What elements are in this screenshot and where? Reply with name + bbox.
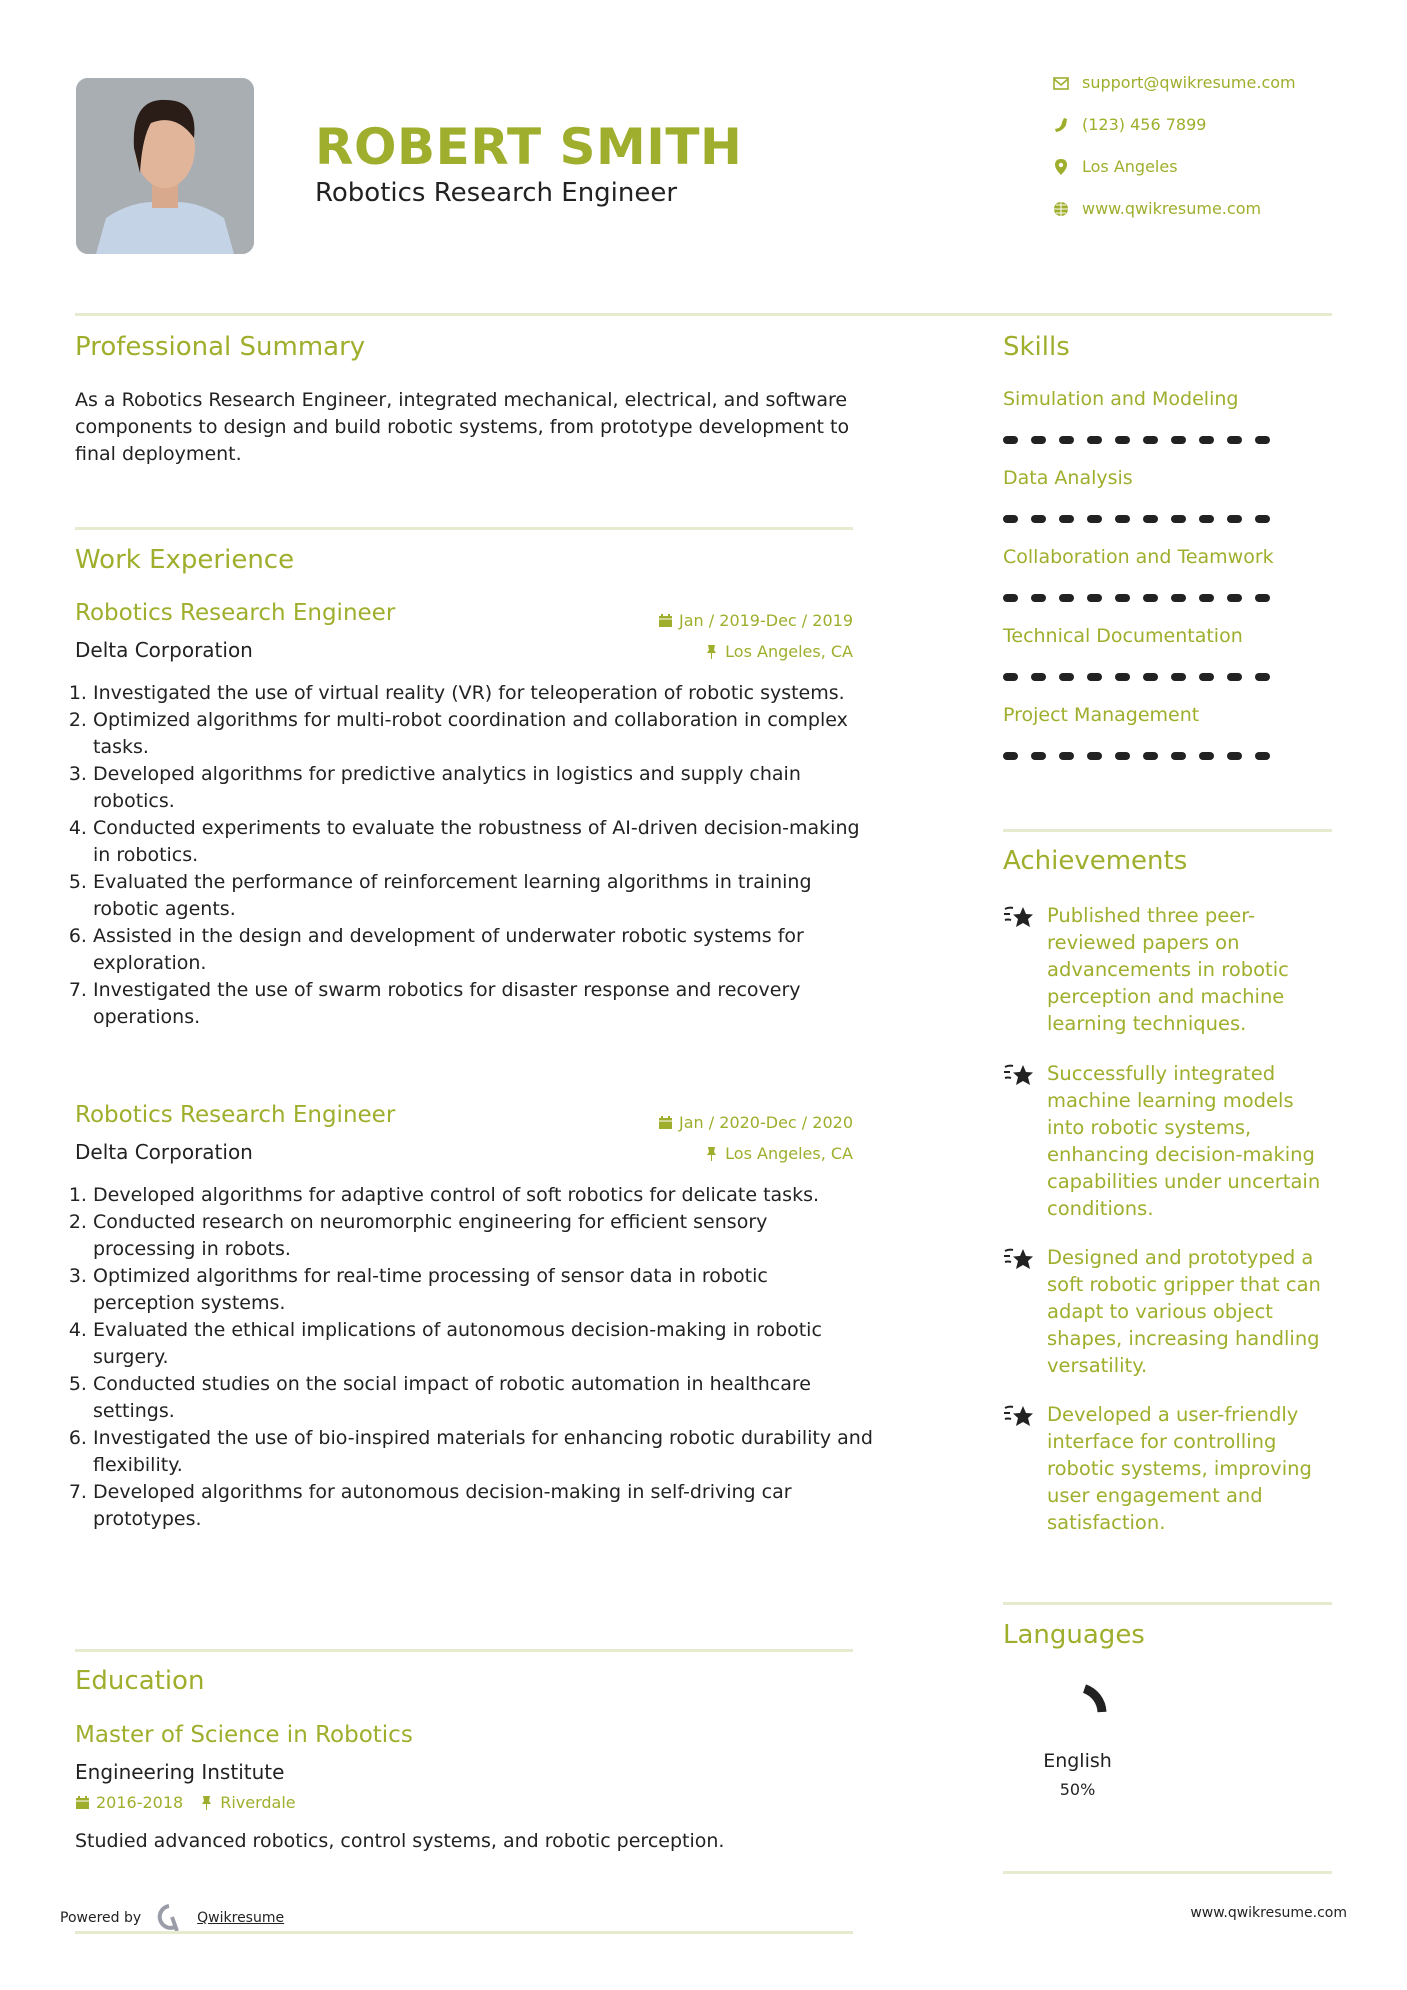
skill-level-dot: [1227, 673, 1242, 681]
shooting-star-icon: [1003, 904, 1035, 930]
responsibility-item: 7. Investigated the use of swarm robotics for disaster response and recovery operations.: [93, 977, 873, 1031]
responsibility-item: 4. Evaluated the ethical implications of autonomous decision-making in robotic surgery.: [93, 1317, 873, 1371]
skill-level-dot: [1227, 515, 1242, 523]
shooting-star-icon: [1003, 1403, 1035, 1429]
contact-email[interactable]: [1052, 73, 1296, 92]
calendar-icon: [658, 613, 673, 628]
candidate-title: Robotics Research Engineer: [315, 178, 678, 208]
skill-level-dot: [1031, 436, 1046, 444]
language-progress-ring: [1040, 1680, 1120, 1760]
skill-label: Project Management: [1003, 704, 1200, 726]
skill-level-dot: [1059, 436, 1074, 444]
calendar-icon: [75, 1795, 90, 1810]
achievement-text: Designed and prototyped a soft robotic gripper that can adapt to various object shapes, increasing handling versatility.: [1047, 1246, 1321, 1377]
education-meta: [75, 1793, 296, 1812]
responsibility-item: 3. Optimized algorithms for real-time processing of sensor data in robotic perception systems.: [93, 1263, 873, 1317]
job-date: [658, 611, 853, 630]
skill-level-dot: [1171, 515, 1186, 523]
responsibility-item: 1. Developed algorithms for adaptive control of soft robotics for delicate tasks.: [93, 1182, 873, 1209]
contact-phone-text: (123) 456 7899: [1082, 115, 1207, 134]
skill-level-dot: [1031, 594, 1046, 602]
skill-level-dot: [1227, 594, 1242, 602]
achievement-text: Developed a user-friendly interface for controlling robotic systems, improving user engagement and satisfaction.: [1047, 1403, 1312, 1534]
shooting-star-icon: [1003, 1062, 1035, 1088]
skill-level-dot: [1115, 436, 1130, 444]
skill-level-dot: [1255, 436, 1270, 444]
pushpin-icon: [704, 1146, 719, 1161]
responsibility-item: 5. Conducted studies on the social impact of robotic automation in healthcare settings.: [93, 1371, 873, 1425]
skill-level-dot: [1199, 594, 1214, 602]
phone-icon: [1052, 116, 1070, 134]
responsibility-item: 1. Investigated the use of virtual reality (VR) for teleoperation of robotic systems.: [93, 680, 873, 707]
skill-level-dot: [1143, 436, 1158, 444]
skill-level-dot: [1059, 673, 1074, 681]
skill-level-dot: [1255, 673, 1270, 681]
skill-level-dot: [1143, 594, 1158, 602]
skill-level-dot: [1199, 673, 1214, 681]
responsibility-item: 4. Conducted experiments to evaluate the robustness of AI-driven decision-making in robotics.: [93, 815, 873, 869]
education-degree: Master of Science in Robotics: [75, 1722, 413, 1748]
skill-level-dot: [1171, 594, 1186, 602]
skill-level-dot: [1199, 436, 1214, 444]
skill-level-dot: [1171, 752, 1186, 760]
skill-level-dot: [1227, 436, 1242, 444]
achievement-item: [1003, 1244, 1333, 1379]
work-heading: Work Experience: [75, 545, 295, 575]
qwikresume-logo-icon: [155, 1903, 183, 1933]
achievement-item: [1003, 1401, 1333, 1536]
achievements-divider: [1003, 1602, 1332, 1605]
responsibility-item: 3. Developed algorithms for predictive analytics in logistics and supply chain robotics.: [93, 761, 873, 815]
summary-divider: [75, 527, 853, 530]
job-date-text: Jan / 2020-Dec / 2020: [679, 1113, 853, 1132]
job-title: Robotics Research Engineer: [75, 1102, 396, 1128]
candidate-name: ROBERT SMITH: [315, 118, 743, 176]
languages-divider: [1003, 1871, 1332, 1874]
skill-level: [1003, 752, 1270, 760]
language-percent: 50%: [1059, 1780, 1096, 1799]
skill-level-dot: [1143, 752, 1158, 760]
footer-powered-by: [60, 1903, 284, 1933]
job-title: Robotics Research Engineer: [75, 600, 396, 626]
pushpin-icon: [704, 644, 719, 659]
contact-phone[interactable]: [1052, 115, 1206, 134]
responsibility-item: 6. Assisted in the design and development of underwater robotic systems for exploration.: [93, 923, 873, 977]
pushpin-icon: [199, 1795, 214, 1810]
skill-label: Collaboration and Teamwork: [1003, 546, 1274, 568]
skill-level-dot: [1255, 594, 1270, 602]
education-location: Riverdale: [220, 1793, 296, 1812]
achievements-heading: Achievements: [1003, 846, 1188, 876]
responsibility-item: 2. Conducted research on neuromorphic engineering for efficient sensory processing in robots.: [93, 1209, 873, 1263]
qwikresume-link[interactable]: Qwikresume: [197, 1910, 285, 1926]
skill-level-dot: [1255, 752, 1270, 760]
globe-icon: [1052, 200, 1070, 218]
education-heading: Education: [75, 1666, 205, 1696]
skill-level: [1003, 436, 1270, 444]
contact-website[interactable]: [1052, 199, 1261, 218]
skill-level-dot: [1115, 515, 1130, 523]
skill-level-dot: [1087, 673, 1102, 681]
skill-level-dot: [1171, 436, 1186, 444]
skill-label: Data Analysis: [1003, 467, 1133, 489]
skill-level-dot: [1199, 515, 1214, 523]
skills-heading: Skills: [1003, 332, 1070, 362]
skill-level-dot: [1087, 594, 1102, 602]
summary-heading: Professional Summary: [75, 332, 366, 362]
job-location: [704, 1144, 853, 1163]
contact-website-text: www.qwikresume.com: [1082, 199, 1262, 218]
shooting-star-icon: [1003, 1246, 1035, 1272]
skill-level-dot: [1087, 515, 1102, 523]
skill-label: Simulation and Modeling: [1003, 388, 1239, 410]
education-years: 2016-2018: [96, 1793, 184, 1812]
job-company: Delta Corporation: [75, 1140, 253, 1164]
education-description: Studied advanced robotics, control systems, and robotic perception.: [75, 1830, 725, 1852]
languages-heading: Languages: [1003, 1620, 1145, 1650]
job-responsibilities: [75, 1182, 873, 1533]
map-marker-icon: [1052, 158, 1070, 176]
skill-level-dot: [1171, 673, 1186, 681]
skill-level-dot: [1003, 673, 1018, 681]
skill-level-dot: [1227, 752, 1242, 760]
job-date-text: Jan / 2019-Dec / 2019: [679, 611, 853, 630]
skills-divider: [1003, 829, 1332, 832]
responsibility-item: 2. Optimized algorithms for multi-robot coordination and collaboration in complex tasks.: [93, 707, 873, 761]
skill-level-dot: [1003, 594, 1018, 602]
contact-location: [1052, 157, 1178, 176]
skill-level-dot: [1003, 436, 1018, 444]
language-name: English: [1043, 1750, 1112, 1772]
footer-url[interactable]: www.qwikresume.com: [1190, 1905, 1347, 1921]
footer-divider: [75, 1931, 853, 1934]
skill-level-dot: [1255, 515, 1270, 523]
skill-level-dot: [1143, 515, 1158, 523]
skill-level-dot: [1031, 515, 1046, 523]
responsibility-item: 5. Evaluated the performance of reinforcement learning algorithms in training robotic agents.: [93, 869, 873, 923]
profile-photo: [76, 78, 254, 254]
skill-level: [1003, 515, 1270, 523]
responsibility-item: 6. Investigated the use of bio-inspired materials for enhancing robotic durability and flexibility.: [93, 1425, 873, 1479]
skill-level-dot: [1115, 673, 1130, 681]
skill-label: Technical Documentation: [1003, 625, 1243, 647]
calendar-icon: [658, 1115, 673, 1130]
responsibility-item: 7. Developed algorithms for autonomous decision-making in self-driving car prototypes.: [93, 1479, 873, 1533]
job-location-text: Los Angeles, CA: [725, 642, 853, 661]
header-divider: [75, 313, 1332, 316]
achievement-item: [1003, 902, 1333, 1037]
achievement-item: [1003, 1060, 1333, 1222]
skill-level-dot: [1143, 673, 1158, 681]
job-location: [704, 642, 853, 661]
skill-level-dot: [1003, 752, 1018, 760]
contact-location-text: Los Angeles: [1082, 157, 1178, 176]
education-school: Engineering Institute: [75, 1760, 285, 1784]
envelope-icon: [1052, 74, 1070, 92]
skill-level-dot: [1031, 752, 1046, 760]
skill-level-dot: [1087, 436, 1102, 444]
skill-level-dot: [1003, 515, 1018, 523]
skill-level-dot: [1059, 515, 1074, 523]
achievement-text: Successfully integrated machine learning models into robotic systems, enhancing decision-making capabilities under uncertain conditions.: [1047, 1062, 1321, 1220]
work-divider: [75, 1649, 853, 1652]
skill-level-dot: [1031, 673, 1046, 681]
skill-level-dot: [1059, 752, 1074, 760]
skill-level-dot: [1115, 752, 1130, 760]
skill-level-dot: [1199, 752, 1214, 760]
summary-text: As a Robotics Research Engineer, integrated mechanical, electrical, and software components to design and build robotic systems, from prototype development to final deployment.: [75, 389, 850, 465]
job-responsibilities: [75, 680, 873, 1031]
skill-level: [1003, 673, 1270, 681]
contact-email-text: support@qwikresume.com: [1082, 73, 1296, 92]
job-company: Delta Corporation: [75, 638, 253, 662]
skill-level: [1003, 594, 1270, 602]
skill-level-dot: [1087, 752, 1102, 760]
powered-by-label: Powered by: [60, 1910, 142, 1926]
job-location-text: Los Angeles, CA: [725, 1144, 853, 1163]
achievement-text: Published three peer-reviewed papers on advancements in robotic perception and machine learning techniques.: [1047, 904, 1289, 1035]
job-date: [658, 1113, 853, 1132]
skill-level-dot: [1059, 594, 1074, 602]
skill-level-dot: [1115, 594, 1130, 602]
